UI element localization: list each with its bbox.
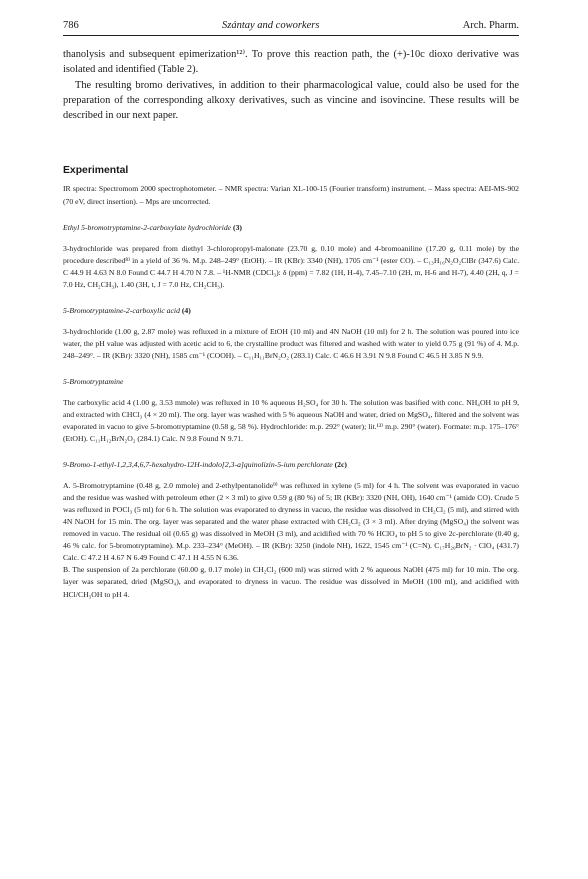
compound-name: Ethyl 5-bromotryptamine-2-carboxylate hydrochloride: [63, 222, 232, 232]
section-heading: Experimental: [63, 165, 129, 177]
compound-label: (4): [181, 305, 191, 315]
procedure-paragraph: The carboxylic acid 4 (1.00 g, 3.53 mmole) was refluxed in 10 % aqueous H₂SO₄ for 30 h. The solution was basified with conc. NH₄OH to pH 9, and extracted with CHCl₃ (4 × 20 ml). The org. layer was washed with 5 % aqueous NaOH and water, dried on MgSO₄, filtered and the solvent was evaporated in vacuo to give 5-bromotryptamine (0.58 g, 58 %). Hydrochloride: m.p. 292° (water); lit.¹³⁾ m.p. 290° (water). Formate: m.p. 175–176° (EtOH). C₁₁H₁₂BrN₂O₂ (284.1) Calc. N 9.8 Found N 9.71.: [63, 397, 519, 444]
compound-heading: [63, 222, 519, 234]
running-title: Szántay and coworkers: [222, 20, 320, 31]
compound-heading: [63, 376, 519, 388]
compound-label: (2c): [334, 460, 347, 470]
intro-paragraph: thanolysis and subsequent epimerization¹²⁾. To prove this reaction path, the (+)-10c dioxo derivative was isolated and identified (Table 2).: [63, 49, 519, 76]
compound-label: (3): [233, 222, 242, 232]
page-header: [63, 20, 519, 36]
intro-paragraph: The resulting bromo derivatives, in addition to their pharmacological value, could also be used for the preparation of the corresponding alkoxy derivatives, such as vincine and isovincine. These results will be described in our next paper.: [63, 79, 519, 122]
compound-block: [63, 376, 519, 445]
compound-heading: [63, 305, 519, 317]
compound-block: [63, 305, 519, 362]
journal-name: Arch. Pharm.: [462, 20, 519, 31]
procedure-paragraph: A. 5-Bromotryptamine (0.48 g, 2.0 mmole) and 2-ethylpentanolide⁹⁾ was refluxed in xylene (5 ml) for 4 h. The solvent was evaporated in vacuo and the residue was washed with petroleum ether (2 × 3 ml) to give 0.59 g (80 %) of 5; IR (KBr): 3320 (NH, OH), 1640 cm⁻¹ (amide CO). Crude 5 was refluxed in POCl₃ (5 ml) for 6 h. The solution was evaporated to dryness in vacuo, the residue was dissolved in CH₂Cl₂ (5 ml), and stirred with 4N NaOH for 15 min. The org. layer was separated and the water phase extracted with CH₂Cl₂ (3 × 3 ml). After drying (MgSO₄) the solvent was removed in vacuo. The residual oil (0.65 g) was dissolved in MeOH (3 ml), and acidified with 70 % HClO₄ to pH 5 to give 2c-perchlorate (0.40 g, 46 % calc. for 5-bromotryptamine). M.p. 233–234° (MeOH). – IR (KBr): 3250 (indole NH), 1622, 1545 cm⁻¹ (C=N). C₁₇H₂₀BrN₂ · ClO₄ (431.7) Calc. C 47.2 H 4.67 N 6.49 Found C 47.1 H 4.55 N 6.36.: [63, 481, 519, 563]
compound-name: 9-Bromo-1-ethyl-1,2,3,4,6,7-hexahydro-12H-indolo[2,3-a]quinolizin-5-ium perchlorate: [63, 460, 333, 470]
compound-name: 5-Bromotryptamine-2-carboxylic acid: [63, 305, 180, 315]
compound-block: [63, 459, 519, 600]
compound-heading: [63, 459, 519, 471]
compound-block: [63, 222, 519, 291]
page-number: 786: [63, 20, 79, 31]
procedure-paragraph: 3-hydrochloride (1.00 g, 2.87 mole) was refluxed in a mixture of EtOH (10 ml) and 4N NaOH (10 ml) for 2 h. The solution was poured into ice water, the pH value was adjusted with acetic acid to 6, the crystalline product was filtered and washed with water to yield 0.75 g (91 %) of 4. M.p. 248–249°. – IR (KBr): 3320 (NH), 1585 cm⁻¹ (COOH). – C₁₁H₁₁BrN₂O₂ (283.1) Calc. C 46.6 H 3.91 N 9.8 Found C 46.5 H 3.85 N 9.9.: [63, 326, 519, 360]
instruments-paragraph: IR spectra: Spectromom 2000 spectrophotometer. – NMR spectra: Varian XL-100-15 (Fourier transform) instrument. – Mass spectra: AEI-MS-902 (70 eV, direct insertion). – Mps are uncorrected.: [63, 184, 519, 206]
compound-name: 5-Bromotryptamine: [63, 376, 124, 386]
procedure-paragraph: B. The suspension of 2a perchlorate (60.00 g, 0.17 mole) in CH₂Cl₂ (600 ml) was stirred with 2 % aqueous NaOH (475 ml) for 10 min. The org. layer was separated, dried (MgSO₄), and evaporated to dryness in vacuo. The residue was dissolved in MeOH (100 ml), and acidified with HCl/CH₃OH to pH 4.: [63, 565, 519, 599]
procedure-paragraph: 3-hydrochloride was prepared from diethyl 3-chloropropyl-malonate (23.70 g, 0.10 mole) and 4-bromoaniline (17.20 g, 0.11 mole) by the procedure described⁸⁾ in a yield of 36 %. M.p. 248–249° (EtOH). – IR (KBr): 3340 (NH), 1705 cm⁻¹ (ester CO). – C₁₃H₁₆N₂O₂ClBr (347.6) Calc. C 44.9 H 4.63 N 8.0 Found C 44.7 H 4.70 N 7.8. – ¹H-NMR (CDCl₃): δ (ppm) = 7.82 (1H, H-4), 7.45–7.10 (2H, m, H-6 and H-7), 4.40 (2H, q, J = 7.0 Hz, CH₂CH₃), 1.40 (3H, t, J = 7.0 Hz, CH₂CH₃).: [63, 243, 519, 289]
page: [63, 20, 519, 601]
